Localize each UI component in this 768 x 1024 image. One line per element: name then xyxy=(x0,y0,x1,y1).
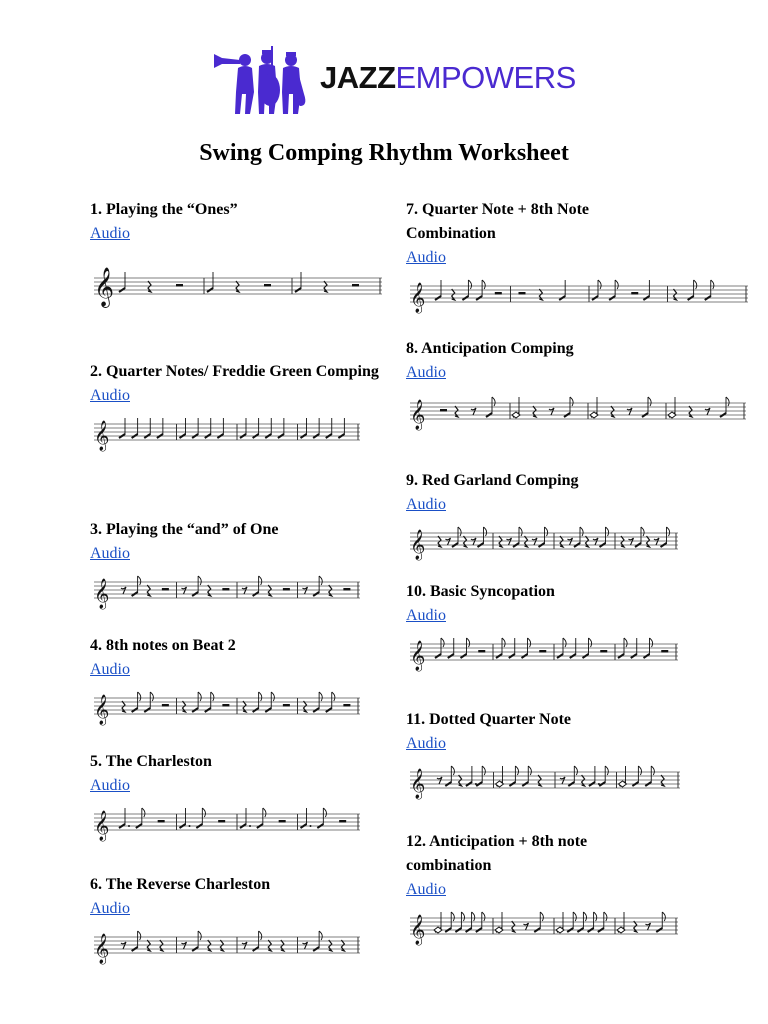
rhythm-staff xyxy=(90,258,384,314)
rhythm-symbol xyxy=(182,587,187,594)
rhythm-symbol xyxy=(218,820,225,823)
rhythm-symbol xyxy=(222,704,229,707)
rhythm-symbol xyxy=(629,538,634,545)
treble-clef-icon: 𝄞 xyxy=(410,769,426,799)
rhythm-staff xyxy=(90,412,362,452)
rhythm-symbol xyxy=(627,408,632,415)
audio-link[interactable]: Audio xyxy=(406,881,446,898)
rhythm-symbol xyxy=(524,923,529,930)
audio-link[interactable]: Audio xyxy=(406,607,446,624)
rhythm-symbol xyxy=(590,397,598,418)
rhythm-symbol xyxy=(495,292,502,295)
rhythm-staff xyxy=(90,802,362,842)
rhythm-staff xyxy=(406,274,750,314)
rhythm-symbol xyxy=(121,942,126,949)
rhythm-symbol xyxy=(568,538,573,545)
rhythm-symbol xyxy=(507,538,512,545)
rhythm-symbol xyxy=(162,704,169,707)
exercise-title: 2. Quarter Notes/ Freddie Green Comping xyxy=(90,363,379,380)
treble-clef-icon: 𝄞 xyxy=(94,695,110,725)
page-title: Swing Comping Rhythm Worksheet xyxy=(199,140,569,166)
rhythm-symbol xyxy=(303,942,308,949)
treble-clef-icon: 𝄞 xyxy=(410,641,426,671)
jazz-empowers-logo xyxy=(212,44,576,116)
rhythm-symbol xyxy=(654,538,659,545)
rhythm-symbol xyxy=(352,284,359,287)
rhythm-symbol xyxy=(600,650,607,653)
rhythm-symbol xyxy=(519,292,526,295)
rhythm-symbol xyxy=(182,942,187,949)
rhythm-symbol xyxy=(176,284,183,287)
exercise-1 xyxy=(90,198,390,314)
exercise-title: 9. Red Garland Comping xyxy=(406,472,579,489)
rhythm-staff xyxy=(90,925,362,965)
exercise-8 xyxy=(406,337,706,433)
treble-clef-icon: 𝄞 xyxy=(94,811,110,841)
rhythm-symbol xyxy=(549,408,554,415)
audio-link[interactable]: Audio xyxy=(406,496,446,513)
exercise-title: 10. Basic Syncopation xyxy=(406,583,555,600)
logo-wordmark-light: EMPOWERS xyxy=(395,60,576,95)
rhythm-symbol xyxy=(264,284,271,287)
rhythm-staff xyxy=(90,686,362,726)
audio-link[interactable]: Audio xyxy=(406,735,446,752)
exercise-title: 12. Anticipation + 8th note combination xyxy=(406,833,588,874)
rhythm-symbol xyxy=(560,777,565,784)
rhythm-symbol xyxy=(446,538,451,545)
rhythm-symbol xyxy=(471,408,476,415)
treble-clef-icon: 𝄞 xyxy=(94,934,110,964)
rhythm-staff xyxy=(406,906,680,946)
rhythm-symbol xyxy=(279,820,286,823)
rhythm-symbol xyxy=(283,588,290,591)
treble-clef-icon: 𝄞 xyxy=(94,579,110,609)
treble-clef-icon: 𝄞 xyxy=(94,421,110,451)
rhythm-symbol xyxy=(303,587,308,594)
audio-link[interactable]: Audio xyxy=(90,225,130,242)
rhythm-symbol xyxy=(556,912,564,933)
rhythm-symbol xyxy=(437,777,442,784)
exercise-12 xyxy=(406,830,636,946)
rhythm-symbol xyxy=(339,820,346,823)
exercise-title: 3. Playing the “and” of One xyxy=(90,521,279,538)
rhythm-symbol xyxy=(512,397,520,418)
rhythm-symbol xyxy=(471,538,476,545)
rhythm-symbol xyxy=(162,588,169,591)
rhythm-symbol xyxy=(668,397,676,418)
exercise-title: 1. Playing the “Ones” xyxy=(90,201,238,218)
treble-clef-icon: 𝄞 xyxy=(410,283,426,313)
logo-wordmark xyxy=(320,60,576,96)
exercise-10 xyxy=(406,580,706,672)
rhythm-symbol xyxy=(705,408,710,415)
rhythm-symbol xyxy=(242,587,247,594)
rhythm-staff xyxy=(406,521,680,561)
rhythm-symbol xyxy=(496,766,504,787)
rhythm-symbol xyxy=(619,766,627,787)
treble-clef-icon: 𝄞 xyxy=(410,400,426,430)
treble-clef-icon: 𝄞 xyxy=(410,915,426,945)
rhythm-symbol xyxy=(646,923,651,930)
rhythm-symbol xyxy=(283,704,290,707)
rhythm-symbol xyxy=(539,650,546,653)
rhythm-symbol xyxy=(631,292,638,295)
rhythm-symbol xyxy=(440,409,447,412)
rhythm-symbol xyxy=(343,704,350,707)
rhythm-staff xyxy=(406,389,748,433)
audio-link[interactable]: Audio xyxy=(90,545,130,562)
rhythm-symbol xyxy=(158,820,165,823)
exercise-title: 8. Anticipation Comping xyxy=(406,340,574,357)
rhythm-symbol xyxy=(121,587,126,594)
audio-link[interactable]: Audio xyxy=(90,387,130,404)
exercise-6 xyxy=(90,873,390,965)
rhythm-staff xyxy=(406,760,682,800)
rhythm-symbol xyxy=(343,588,350,591)
exercise-title: 7. Quarter Note + 8th Note Combination xyxy=(406,201,589,242)
rhythm-symbol xyxy=(593,538,598,545)
audio-link[interactable]: Audio xyxy=(90,900,130,917)
rhythm-staff xyxy=(406,632,680,672)
logo-wordmark-bold: JAZZ xyxy=(320,60,396,95)
treble-clef-icon: 𝄞 xyxy=(94,267,115,307)
audio-link[interactable]: Audio xyxy=(406,249,446,266)
exercise-7 xyxy=(406,198,656,314)
jazz-band-logo-icon xyxy=(212,44,312,116)
rhythm-symbol xyxy=(242,942,247,949)
exercise-9 xyxy=(406,469,706,561)
exercise-3 xyxy=(90,518,390,610)
exercise-11 xyxy=(406,708,706,800)
audio-link[interactable]: Audio xyxy=(406,364,446,381)
rhythm-symbol xyxy=(661,650,668,653)
rhythm-symbol xyxy=(532,538,537,545)
exercise-title: 6. The Reverse Charleston xyxy=(90,876,271,893)
exercise-2 xyxy=(90,360,390,452)
exercise-title: 5. The Charleston xyxy=(90,753,212,770)
audio-link[interactable]: Audio xyxy=(90,661,130,678)
rhythm-symbol xyxy=(434,912,442,933)
rhythm-symbol xyxy=(617,912,625,933)
exercise-title: 4. 8th notes on Beat 2 xyxy=(90,637,236,654)
exercise-5 xyxy=(90,750,390,842)
exercise-title: 11. Dotted Quarter Note xyxy=(406,711,571,728)
treble-clef-icon: 𝄞 xyxy=(410,530,426,560)
audio-link[interactable]: Audio xyxy=(90,777,130,794)
rhythm-symbol xyxy=(495,912,503,933)
exercise-4 xyxy=(90,634,390,726)
rhythm-staff xyxy=(90,570,362,610)
rhythm-symbol xyxy=(478,650,485,653)
rhythm-symbol xyxy=(222,588,229,591)
